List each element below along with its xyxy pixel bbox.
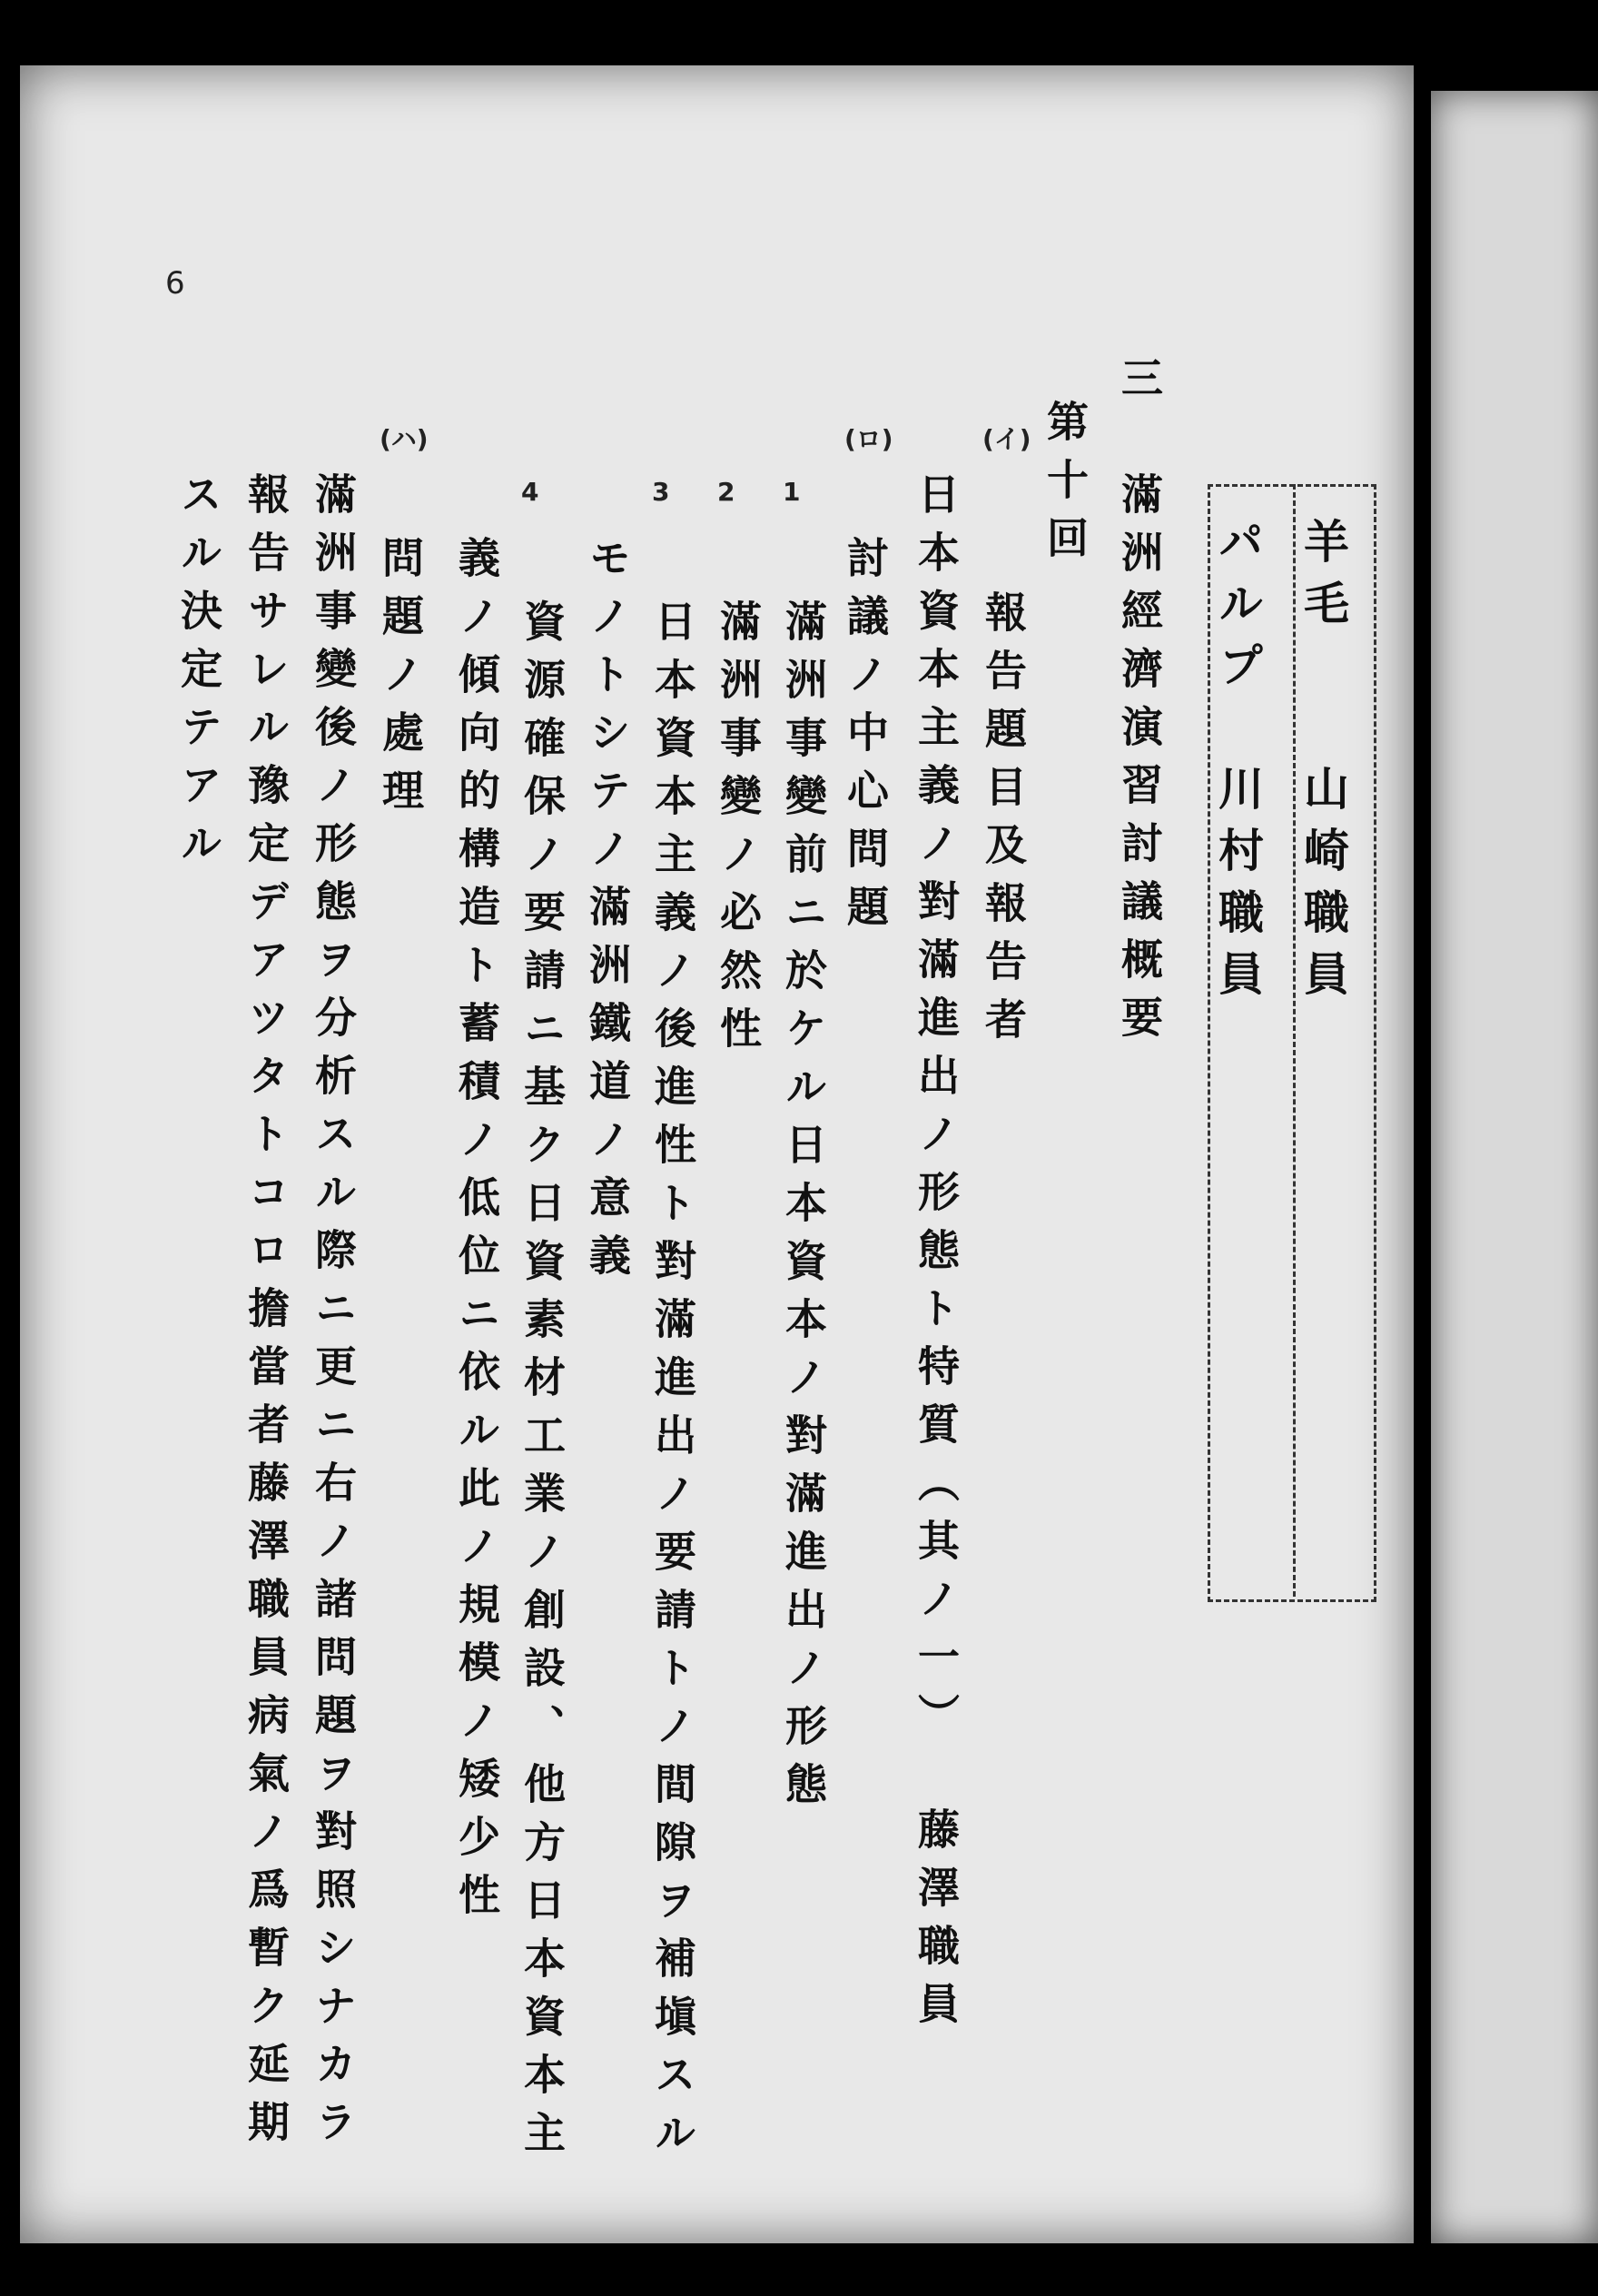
point-2-text: 滿洲事變ノ必然性 bbox=[714, 599, 763, 1064]
item-i-marker: (イ) bbox=[982, 424, 1031, 454]
adjacent-page-edge bbox=[1431, 91, 1598, 2243]
page-number: 6 bbox=[165, 265, 185, 302]
stamp-line-1: 羊毛 山崎職員 bbox=[1297, 518, 1350, 1012]
point-3-text: 日本資本主義ノ後進性ト對滿進出ノ要請トノ間隙ヲ補塡スル bbox=[648, 599, 697, 2169]
point-3-number: 3 bbox=[652, 477, 670, 507]
meeting-number: 第十回 bbox=[1041, 400, 1090, 574]
item-ro-marker: (ロ) bbox=[844, 424, 893, 454]
item-ha-line-2: 報告サレル豫定デアツタトコロ擔當者藤澤職員病氣ノ爲暫ク延期 bbox=[242, 472, 291, 2158]
section-mark: 三 bbox=[1115, 356, 1164, 414]
item-i-text: 日本資本主義ノ對滿進出ノ形態ト特質（其ノ一） bbox=[912, 472, 961, 1751]
point-4-text: 資源確保ノ要請ニ基ク日資素材工業ノ創設、他方日本資本主 bbox=[518, 599, 567, 2169]
stamp-line-2: パルプ 川村職員 bbox=[1211, 518, 1265, 1012]
item-ro-heading: 討議ノ中心問題 bbox=[841, 536, 890, 943]
item-ha-heading: 問題ノ處理 bbox=[376, 536, 425, 826]
item-i-heading: 報告題目及報告者 bbox=[979, 590, 1028, 1055]
point-2-number: 2 bbox=[717, 477, 735, 507]
point-1-number: 1 bbox=[783, 477, 801, 507]
point-3-continued: モノトシテノ滿洲鐵道ノ意義 bbox=[583, 536, 632, 1292]
item-ha-line-3: スル決定テアル bbox=[174, 472, 223, 879]
point-4-continued: 義ノ傾向的構造ト蓄積ノ低位ニ依ル此ノ規模ノ矮少性 bbox=[452, 536, 501, 1931]
point-4-number: 4 bbox=[521, 477, 539, 507]
item-ha-marker: (ハ) bbox=[380, 424, 429, 454]
document-page bbox=[20, 65, 1414, 2243]
item-ha-line-1: 滿洲事變後ノ形態ヲ分析スル際ニ更ニ右ノ諸問題ヲ對照シナカラ bbox=[309, 472, 358, 2158]
point-1-text: 滿洲事變前ニ於ケル日本資本ノ對滿進出ノ形態 bbox=[779, 599, 828, 1820]
item-i-reporter: 藤澤職員 bbox=[912, 1807, 961, 2040]
page-title: 滿洲經濟演習討議概要 bbox=[1115, 472, 1164, 1054]
